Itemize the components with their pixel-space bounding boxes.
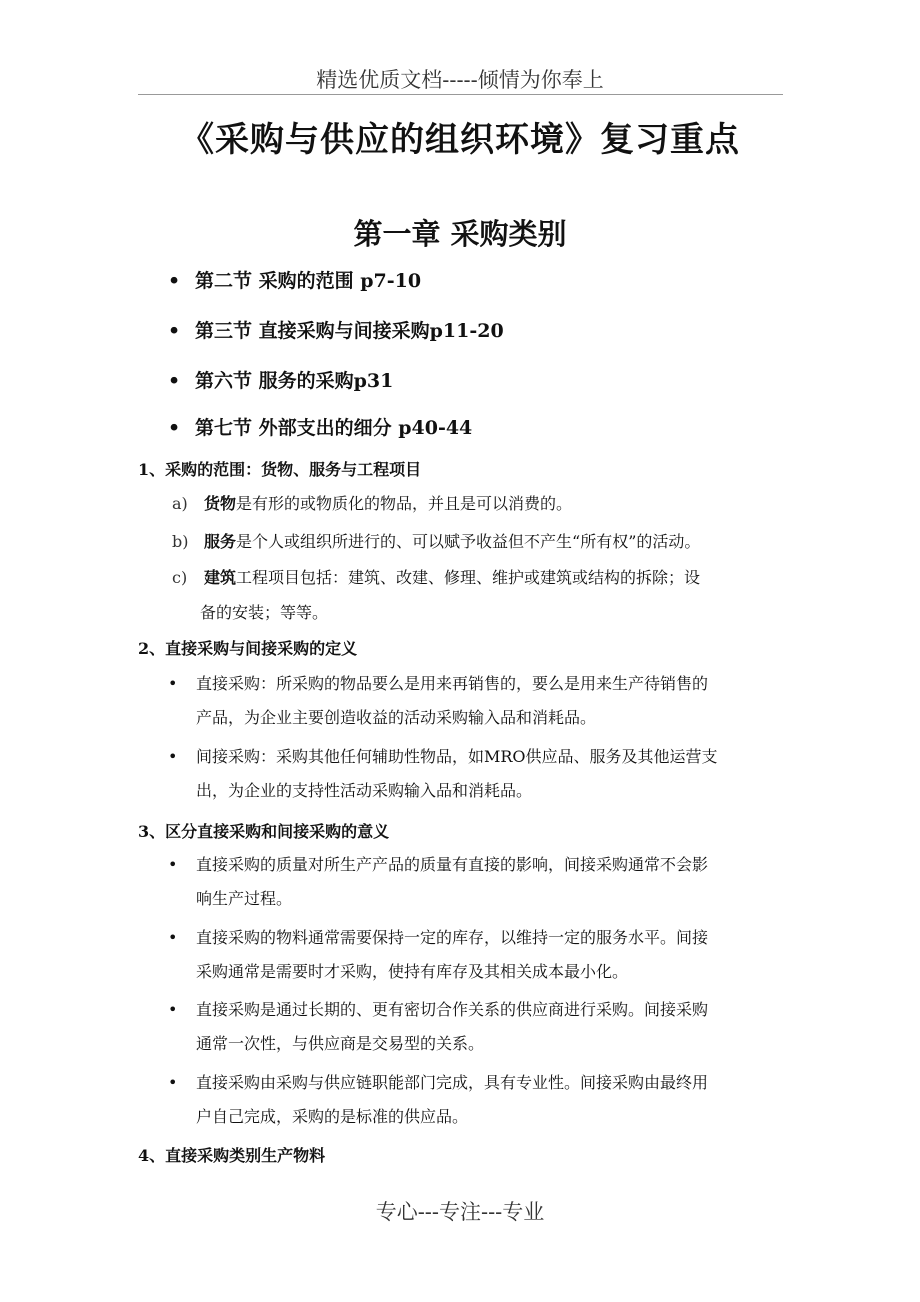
bullet-icon: • bbox=[168, 370, 181, 392]
definition: 是有形的或物质化的物品，并且是可以消费的。 bbox=[236, 494, 573, 513]
paragraph-line: 产品，为企业主要创造收益的活动采购输入品和消耗品。 bbox=[196, 708, 597, 727]
toc-item-label: 第七节 外部支出的细分 p40-44 bbox=[195, 417, 473, 439]
bullet-icon: • bbox=[168, 928, 178, 947]
header-divider bbox=[138, 94, 783, 95]
bullet-icon: • bbox=[168, 674, 178, 693]
bullet-paragraph bbox=[168, 1066, 784, 1134]
chapter-heading: 第一章 采购类别 bbox=[353, 217, 567, 251]
bullet-icon: • bbox=[168, 747, 178, 766]
bullet-paragraph bbox=[168, 993, 784, 1061]
toc-item-label: 第六节 服务的采购p31 bbox=[195, 370, 394, 392]
toc-item bbox=[168, 316, 504, 343]
term: 建筑 bbox=[204, 568, 237, 587]
bullet-paragraph bbox=[168, 740, 784, 808]
section-heading: 1、采购的范围：货物、服务与工程项目 bbox=[138, 460, 422, 479]
list-marker: b) bbox=[172, 532, 189, 551]
bullet-icon: • bbox=[168, 1073, 178, 1092]
list-item bbox=[172, 491, 572, 514]
paragraph-line: 采购通常是需要时才采购，使持有库存及其相关成本最小化。 bbox=[196, 962, 629, 981]
section-heading: 3、区分直接采购和间接采购的意义 bbox=[138, 822, 390, 841]
toc-item bbox=[168, 266, 421, 293]
paragraph-line: 出，为企业的支持性活动采购输入品和消耗品。 bbox=[196, 781, 533, 800]
paragraph-line: 直接采购是通过长期的、更有密切合作关系的供应商进行采购。间接采购 bbox=[196, 1000, 709, 1019]
document-title: 《采购与供应的组织环境》复习重点 bbox=[180, 120, 740, 160]
section-heading: 2、直接采购与间接采购的定义 bbox=[138, 639, 358, 658]
paragraph-line: 户自己完成，采购的是标准的供应品。 bbox=[196, 1107, 469, 1126]
definition: 工程项目包括：建筑、改建、修理、维护或建筑或结构的拆除；设 bbox=[236, 568, 701, 587]
list-item bbox=[172, 529, 700, 552]
paragraph-line: 直接采购的物料通常需要保持一定的库存，以维持一定的服务水平。间接 bbox=[196, 928, 709, 947]
bullet-paragraph bbox=[168, 848, 784, 916]
paragraph-line: 直接采购：所采购的物品要么是用来再销售的，要么是用来生产待销售的 bbox=[196, 674, 709, 693]
bullet-icon: • bbox=[168, 320, 181, 342]
toc-item bbox=[168, 413, 472, 440]
toc-item-label: 第二节 采购的范围 p7-10 bbox=[195, 270, 422, 292]
section-heading: 4、直接采购类别生产物料 bbox=[138, 1146, 326, 1165]
paragraph-line: 通常一次性，与供应商是交易型的关系。 bbox=[196, 1034, 485, 1053]
paragraph-line: 响生产过程。 bbox=[196, 889, 293, 908]
bullet-paragraph bbox=[168, 921, 784, 989]
paragraph-line: 间接采购：采购其他任何辅助性物品，如MRO供应品、服务及其他运营支 bbox=[196, 747, 718, 766]
page-footer: 专心---专注---专业 bbox=[375, 1200, 545, 1224]
list-item bbox=[172, 565, 700, 588]
list-item-continuation: 备的安装；等等。 bbox=[200, 603, 329, 622]
page-header: 精选优质文档-----倾情为你奉上 bbox=[316, 68, 604, 92]
bullet-paragraph bbox=[168, 667, 784, 735]
term: 服务 bbox=[204, 532, 237, 551]
bullet-icon: • bbox=[168, 1000, 178, 1019]
paragraph-line: 直接采购的质量对所生产产品的质量有直接的影响，间接采购通常不会影 bbox=[196, 855, 709, 874]
definition: 是个人或组织所进行的、可以赋予收益但不产生“所有权”的活动。 bbox=[236, 532, 701, 551]
list-marker: a) bbox=[172, 494, 188, 513]
bullet-icon: • bbox=[168, 855, 178, 874]
paragraph-line: 直接采购由采购与供应链职能部门完成，具有专业性。间接采购由最终用 bbox=[196, 1073, 709, 1092]
term: 货物 bbox=[204, 494, 237, 513]
bullet-icon: • bbox=[168, 417, 181, 439]
bullet-icon: • bbox=[168, 270, 181, 292]
toc-item-label: 第三节 直接采购与间接采购p11-20 bbox=[195, 320, 504, 342]
toc-item bbox=[168, 366, 393, 393]
list-marker: c) bbox=[172, 568, 188, 587]
